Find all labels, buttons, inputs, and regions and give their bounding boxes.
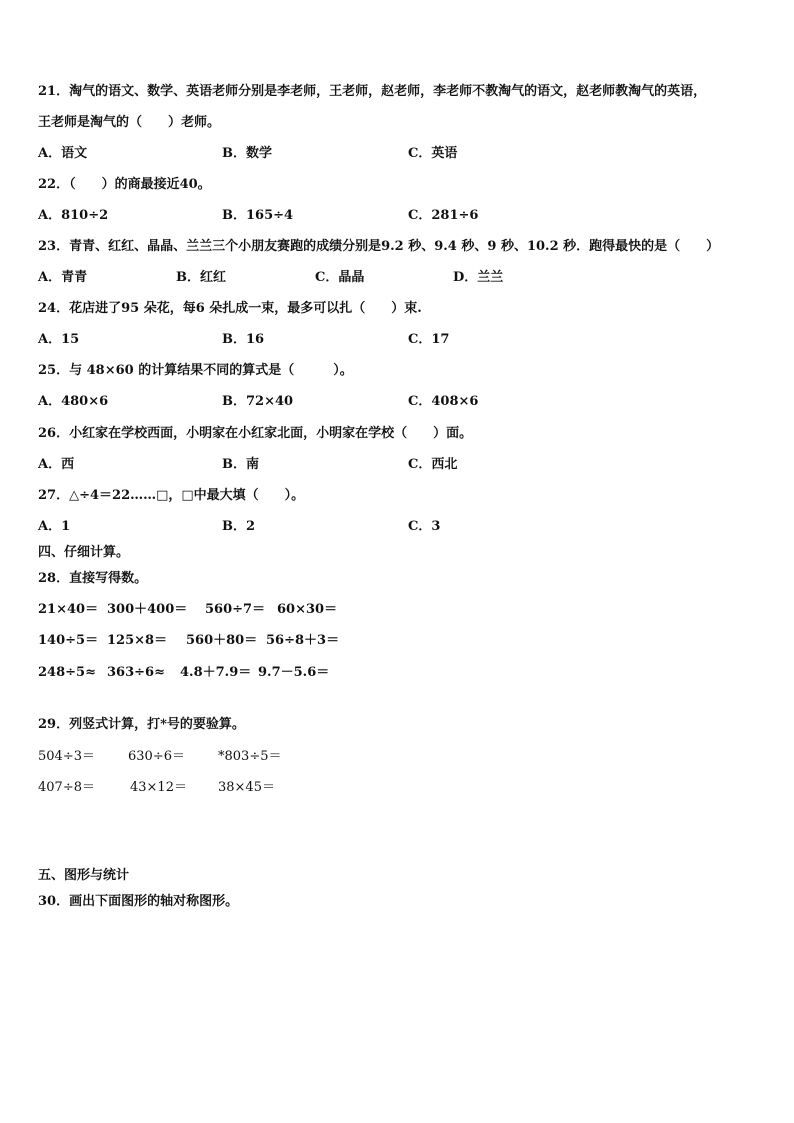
q21-stem-line2: 王老师是淘气的（ ）老师。 [38,115,221,130]
q23-option-b: B．红红 [176,270,226,285]
q24-option-a: A．15 [38,332,80,347]
q27-option-b: B．2 [222,519,256,534]
q27-stem: 27．△÷4＝22……□，□中最大填（ ）。 [38,488,305,503]
q28-r3-c1: 248÷5≈ [38,665,96,680]
q23-option-d: D．兰兰 [453,270,504,285]
q22-option-c: C．281÷6 [408,208,479,223]
q28-r1-c2: 300＋400＝ [107,602,188,617]
q26-option-b: B．南 [222,457,259,472]
q28-r2-c3: 560＋80＝ [186,633,258,648]
q29-r1-c2: 630÷6＝ [128,749,185,764]
q28-r3-c4: 9.7－5.6＝ [258,665,330,680]
q25-stem: 25．与 48×60 的计算结果不同的算式是（ ）。 [38,363,353,378]
q28-r3-c3: 4.8＋7.9＝ [180,665,252,680]
q22-option-b: B．165÷4 [222,208,294,223]
q28-r2-c2: 125×8＝ [107,633,168,648]
q23-option-c: C．晶晶 [315,270,365,285]
q25-option-a: A．480×6 [38,394,109,409]
q24-option-c: C．17 [408,332,450,347]
q21-option-a: A．语文 [38,146,88,161]
q23-option-a: A．青青 [38,270,88,285]
q28-stem: 28．直接写得数。 [38,571,148,586]
q29-r2-c1: 407÷8＝ [38,780,95,795]
q22-option-a: A．810÷2 [38,208,109,223]
q28-r1-c4: 60×30＝ [277,602,338,617]
q21-stem-line1: 21．淘气的语文、数学、英语老师分别是李老师，王老师，赵老师，李老师不教淘气的语文，赵老师教淘气的英语， [38,84,707,99]
q25-option-b: B．72×40 [222,394,294,409]
q28-r1-c1: 21×40＝ [38,602,99,617]
q26-option-a: A．西 [38,457,75,472]
q29-r1-c3: *803÷5＝ [218,749,282,764]
q24-stem: 24．花店进了95 朵花，每6 朵扎成一束，最多可以扎（ ）束. [38,301,422,316]
q29-r2-c3: 38×45＝ [218,780,275,795]
q30-stem: 30．画出下面图形的轴对称图形。 [38,894,239,909]
q29-r1-c1: 504÷3＝ [38,749,95,764]
q22-stem: 22．（ ）的商最接近40。 [38,177,211,192]
section-5-heading: 五、图形与统计 [38,868,130,883]
section-4-heading: 四、仔细计算。 [38,545,130,560]
q27-option-c: C．3 [408,519,441,534]
q28-r3-c2: 363÷6≈ [107,665,165,680]
q29-stem: 29．列竖式计算，打*号的要验算。 [38,717,245,732]
q28-r1-c3: 560÷7＝ [205,602,266,617]
q21-option-c: C．英语 [408,146,458,161]
q23-stem: 23．青青、红红、晶晶、兰兰三个小朋友赛跑的成绩分别是9.2 秒、9.4 秒、9 秒、10.2 秒．跑得最快的是（ ） [38,239,720,254]
q21-option-b: B．数学 [222,146,272,161]
q26-option-c: C．西北 [408,457,458,472]
q28-r2-c4: 56÷8＋3＝ [266,633,340,648]
q27-option-a: A．1 [38,519,71,534]
q26-stem: 26．小红家在学校西面，小明家在小红家北面，小明家在学校（ ）面。 [38,426,473,441]
q25-option-c: C．408×6 [408,394,479,409]
q28-r2-c1: 140÷5＝ [38,633,99,648]
q24-option-b: B．16 [222,332,265,347]
q29-r2-c2: 43×12＝ [130,780,187,795]
